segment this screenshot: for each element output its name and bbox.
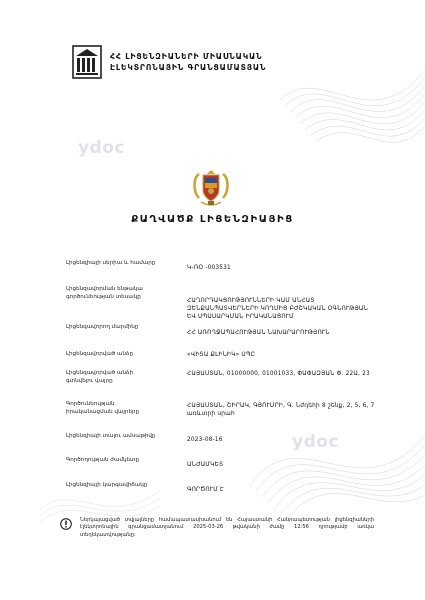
field-row-issue-date bbox=[66, 432, 366, 450]
field-label: Լիցենզիայի կարգավիճակը bbox=[66, 482, 148, 488]
field-row-license-status bbox=[66, 481, 366, 499]
field-value: 2023-08-16 bbox=[187, 437, 223, 443]
field-label: Լիցենզիայի սերիա և համարը bbox=[66, 260, 156, 266]
field-row-licensing-body bbox=[66, 323, 366, 341]
building-columns-icon bbox=[72, 45, 102, 79]
field-row-license-number bbox=[66, 259, 366, 277]
notice-text: Ներկայացված տվյալները համապատասխանում են Հայաստանի Հանրապետության լիցենզիաների էլեկտրոնային գրանցամատյանում 2025-03-26 թվականի ժամը 12:56 դրությամբ առկա տեղեկատվությանը: bbox=[80, 517, 374, 538]
field-row-licensee bbox=[66, 350, 366, 362]
field-label: Լիցենզիայի տալու ամսաթիվը bbox=[66, 433, 156, 439]
field-value: Կ-ՌՕ -003531 bbox=[187, 265, 231, 271]
field-row-validity-period bbox=[66, 456, 366, 474]
field-label: Լիցենզավորված անձի գտնվելու վայրը bbox=[66, 370, 133, 384]
registry-name bbox=[110, 51, 266, 73]
coat-of-arms-icon bbox=[191, 168, 231, 210]
field-value: ՀՀ ԱՌՈՂՋԱՊԱՀՈՒԹՅԱՆ ՆԱԽԱՐԱՐՈՒԹՅՈՒՆ bbox=[187, 330, 330, 336]
field-value: «ՎԻՏԱ ՔԼԻՆԻԿ» ՍՊԸ bbox=[187, 352, 256, 358]
registry-name-line1: ՀՀ ԼԻՑԵՆԶԻԱՆԵՐԻ ՄԻԱՍՆԱԿԱՆ bbox=[110, 52, 263, 61]
field-value: ՀԱՂՈՐԴԱԿՑՈՒԹՅՈՒՆՆԵՐԻ ԿԱՄ ԱՆՀԱՏ ԶԵՆՔԱՆՊԱՏՎԵՐՆԵՐԻ ԿՈՂՄԻՑ ԲԺՇԿԱԿԱՆ ՕԳՆՈՒԹՅԱՆ ԵՎ ՍՊԱՍԱՐԿՄԱՆ ԻՐԱԿԱՆԱՑՈՒՄ bbox=[187, 298, 368, 321]
field-value: ՀԱՅԱՍՏԱՆ, ՇԻՐԱԿ, ԳՅՈՒՄՐԻ, Գ. Նժդեհի 8 շենք, 2, 5, 6, 7 առևտրի սրահ bbox=[187, 403, 375, 418]
field-row-licensee-address bbox=[66, 369, 370, 395]
field-label: Լիցենզավորման ենթակա գործունեության տեսակը bbox=[66, 286, 143, 300]
registry-header bbox=[72, 45, 266, 79]
field-value: ՀԱՅԱՍՏԱՆ, 01000000, 01001033, ՓԱՓԱԶՅԱՆ Փ. 22Ա, 23 bbox=[187, 371, 370, 377]
field-label: Գործողության ժամկետը bbox=[66, 457, 140, 463]
field-label: Լիցենզավորված անձը bbox=[66, 351, 133, 357]
exclamation-circle-icon bbox=[60, 518, 72, 530]
field-row-activity-type bbox=[66, 285, 366, 319]
decorative-line-pattern-top bbox=[280, 40, 425, 170]
registry-notice bbox=[60, 517, 374, 545]
field-label: Գործունեության իրականացման վայրերը bbox=[66, 401, 140, 415]
field-row-activity-locations bbox=[66, 400, 375, 426]
watermark-top: ydoc bbox=[78, 138, 126, 158]
field-label: Լիցենզավորող մարմինը bbox=[66, 324, 139, 330]
field-value: ԳՈՐԾՈՒՄ Է bbox=[187, 487, 224, 493]
field-value: ԱՆԺԱՄԿԵՏ bbox=[187, 462, 224, 468]
registry-name-line2: ԷԼԵԿՏՐՈՆԱՅԻՆ ԳՐԱՆՑԱՄԱՏՅԱՆ bbox=[110, 63, 267, 72]
watermark-bottom: ydoc bbox=[292, 432, 340, 452]
document-title: ՔԱՂՎԱԾՔ ԼԻՑԵՆԶԻԱՅԻՑ bbox=[131, 214, 294, 225]
